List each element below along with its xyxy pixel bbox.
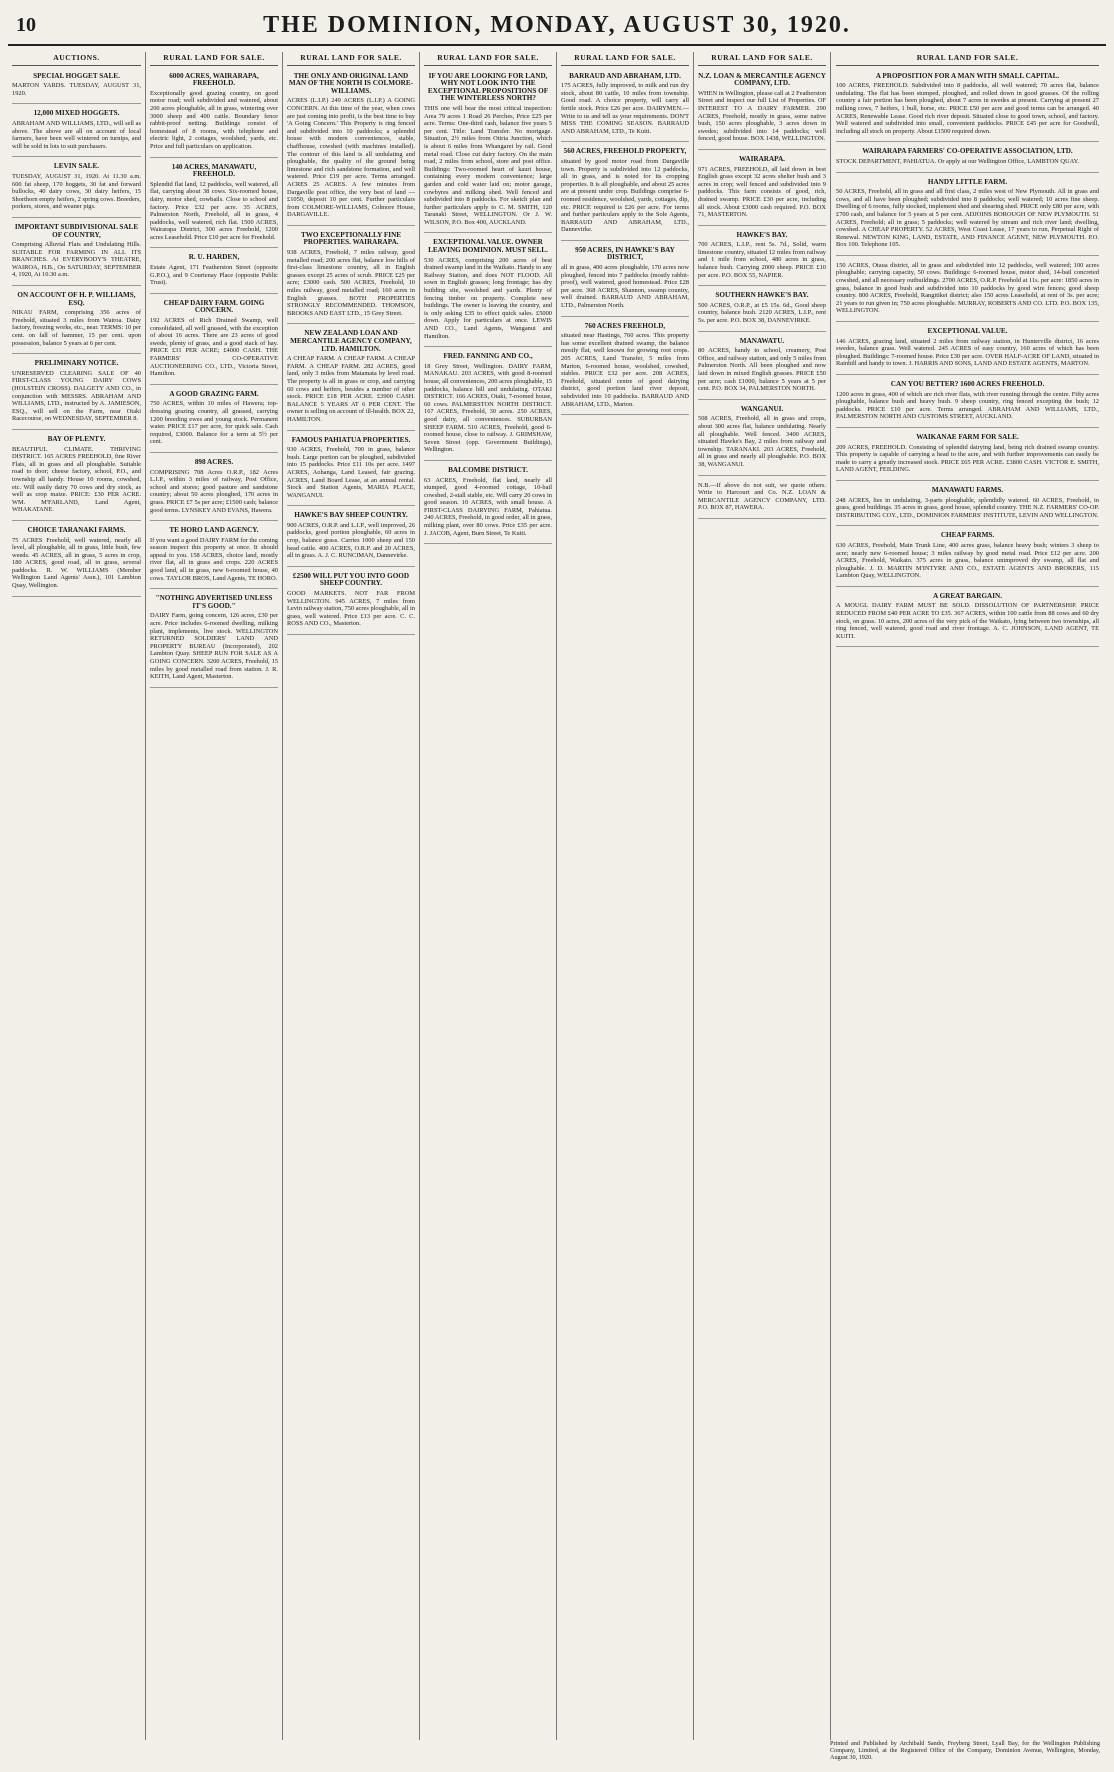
advertisement: [698, 335, 826, 400]
ad-body: situated by good motor road from Dargaville town. Property is subdivided into 12 paddocks, all in grass, and is noted for its cropping properties. It is all ploughable, and about 25 acres are at present under crop. Buildings comprise 6-roomed residence, woolshed, yards, cottages, dip, etc. PRICE required is £26 per acre. For terms and further particulars apply to the Sole Agents, BARRAUD AND ABRAHAM, LTD., Dannevirke.: [561, 157, 689, 234]
advertisement: [424, 70, 552, 234]
ad-heading: N.Z. LOAN & MERCANTILE AGENCY COMPANY, LTD.: [698, 71, 826, 88]
advertisement: [150, 70, 278, 158]
ad-body: 50 ACRES, Freehold, all in grass and all first class, 2 miles west of New Plymouth. All in grass and cows, and all have been ploughed; subdivided into 8 paddocks; well watered; 10 acres fine sheep. Dwelling of 6 rooms, fully stocked, implement shed and shearing shed. PRICE only £80 per acre, with £700 cash, and balance for 5 years at 5 per cent. ADJOINS BOROUGH OF NEW PLYMOUTH. 51 ACRES, Freehold; all in grass; 5 paddocks; well watered by stream and rich river land; dwelling, cowshed. A CHEAP PROPERTY. 52 ACRES, West Coast Lease, 17 years to run, Perpetual Right of Renewal. NEWTON KING, LAND, ESTATE, AND FINANCE AGENT, NEW PLYMOUTH. P.O. Box 100. Telephone 105.: [836, 188, 1099, 249]
ad-body: N.B.—If above do not suit, we quote others. Write to Harcourt and Co. N.Z. LOAN & MERCANTILE AGENCY COMPANY, LTD. P.O. BOX 87, HAWERA.: [698, 481, 826, 512]
ad-heading: 140 ACRES, MANAWATU, FREEHOLD.: [171, 162, 257, 179]
ad-heading: ON ACCOUNT OF H. P. WILLIAMS, ESQ.: [17, 291, 136, 307]
ad-heading: MANAWATU FARMS.: [931, 485, 1004, 494]
advertisement: [561, 70, 689, 143]
ad-body: 192 ACRES of Rich Drained Swamp, well consolidated, all well grassed, with the exception of about 16 acres. There are 23 acres of good swede, plenty of grass, and a good stack of hay. PRICE £31 PER ACRE; £4000 CASH. THE FARMERS' CO-OPERATIVE AUCTIONEERING CO., LTD., Victoria Street, Hamilton.: [150, 317, 278, 378]
ad-heading: 760 ACRES FREEHOLD,: [584, 321, 666, 330]
ad-body: ABRAHAM AND WILLIAMS, LTD., will sell as above. The above are all on account of local farmers, have been well wintered on turnips, and will be sold in lots to suit purchasers.: [12, 119, 141, 150]
ad-body: GOOD MARKETS. NOT FAR FROM WELLINGTON. 945 ACRES, 7 miles from Levin railway station, 750 acres ploughable, all in grass, well watered. Price £13 per acre. C. C. ROSS AND CO., Masterton.: [287, 590, 415, 628]
advertisement: [836, 70, 1099, 143]
ad-heading: 950 ACRES, IN HAWKE'S BAY DISTRICT,: [575, 245, 675, 262]
ad-heading: "NOTHING ADVERTISED UNLESS IT'S GOOD.": [155, 594, 273, 610]
advertisement: [836, 325, 1099, 375]
advertisement: [836, 529, 1099, 587]
ad-heading: HAWKE'S BAY.: [736, 230, 788, 239]
ad-heading: A GREAT BARGAIN.: [932, 591, 1003, 600]
advertisement: [150, 524, 278, 589]
ad-body: 209 ACRES, FREEHOLD. Consisting of splendid dairying land, being rich drained swamp country. This property is capable of carrying a head to the acre, and with further improvements can easily be made to carry a greatly increased stock. PRICE £65 PER ACRE. £3800 CASH. VICTOR E. SMITH, LAND AGENT, FEILDING.: [836, 443, 1099, 474]
imprint: Printed and Published by Archibald Sando, Freyberg Street, Lyall Bay, for the Wellington Publishing Company, Limited, at the Registered Office of the Company, Dominion Avenue, Wellington, Monday, August 30, 1920.: [830, 1740, 1100, 1761]
advertisement: [287, 327, 415, 430]
ad-heading: CAN YOU BETTER? 1600 ACRES FREEHOLD.: [890, 380, 1045, 388]
advertisement: [836, 590, 1099, 648]
advertisement: [287, 509, 415, 567]
advertisement: [12, 289, 141, 354]
section-header-auctions: AUCTIONS.: [12, 52, 141, 66]
advertisement: [698, 479, 826, 519]
ad-body: 150 ACRES, Otaua district, all in grass and subdivided into 12 paddocks, well watered; 100 acres ploughable; carrying capacity, 50 cows. Buildings: 6-roomed house, motor shed, 14-bail concreted cowshed, and all necessary outbuildings. 2700 ACRES, O.R.P. Freehold at 11s. per acre: 1850 acres in grass, balance in good bush and subdivided into 10 paddocks by good wire fences; good sheep country. 800 ACRES, Freehold, Rangitikei district; also 150 acres Leasehold, at rent of 3s. per acre; 21 years to run given in; 750 acres ploughable. MURRAY, ROBERTS AND CO. LTD. P.O. BOX 135, WELLINGTON.: [836, 261, 1099, 315]
ad-heading: 6000 ACRES, WAIRARAPA, FREEHOLD.: [169, 71, 259, 88]
ad-heading: BARRAUD AND ABRAHAM, LTD.: [569, 71, 681, 80]
ad-body: A MOUGL DAIRY FARM MUST BE SOLD. DISSOLUTION OF PARTNERSHIP. PRICE REDUCED FROM £40 PER ACRE TO £35. 367 ACRES, within 100 cattle from 88 cows and 60 dry stock, on grass. 10 acres, 200 acres of the very pick of the Waikato, lying between two townships, all ring fenced, well watered, good road and river frontage. A. C. JOHNSON, LAND AGENT, TE KUITI.: [836, 602, 1099, 640]
advertisement: [836, 145, 1099, 172]
advertisement: [287, 434, 415, 507]
advertisement: [836, 431, 1099, 481]
section-header-rural: RURAL LAND FOR SALE.: [424, 52, 552, 66]
newspaper-title: THE DOMINION, MONDAY, AUGUST 30, 1920.: [263, 12, 851, 38]
section-header-rural: RURAL LAND FOR SALE.: [150, 52, 278, 66]
ad-heading: WAIRARAPA.: [739, 154, 785, 163]
ad-heading: 898 ACRES.: [194, 457, 234, 466]
advertisement: [698, 153, 826, 226]
advertisement: [150, 592, 278, 688]
ad-heading: WAIKANAE FARM FOR SALE.: [916, 432, 1019, 441]
ad-body: 500 ACRES, O.R.P., at £5 15s. 6d., Good sheep country, balance bush. 2120 ACRES, L.I.P., rent 5s. per acre. P.O. BOX 38, DANNEVIRKE.: [698, 301, 826, 325]
advertisement: [150, 251, 278, 293]
ad-body: all in grass, 400 acres ploughable, 170 acres now ploughed, fenced into 7 paddocks (mostly rabbit-proof), well watered, good homestead. Price £28 per acre. 368 ACRES, Shannon, swamp country, well drained. BARRAUD AND ABRAHAM, LTD., Palmerston North.: [561, 264, 689, 310]
section-header-rural: RURAL LAND FOR SALE.: [836, 52, 1099, 66]
ad-body: 175 ACRES, fully improved, to milk and run dry stock, about 80 cattle, 10 miles from township. Good road. A choice property, will carry all fertile stock. Price £26 per acre. DAIRYMEN.—Write to us and tell us your requirements. DON'T MISS THE COMING SEASON. BARRAUD AND ABRAHAM, LTD., Te Kuiti.: [561, 82, 689, 135]
column-1: [8, 52, 145, 1740]
ad-heading: A GOOD GRAZING FARM.: [169, 389, 259, 398]
ad-body: Splendid flat land, 12 paddocks, well watered, all flat, carrying about 38 cows. Six-roomed house, dairy, motor shed, cowbails. Close to school and factory. Price £32 per acre. 35 ACRES, Palmerston North, Freehold, all in grass, 4 paddocks, well watered, rich flat. 1500 ACRES, Wairarapa District, 300 acres Freehold, 1200 acres Leasehold. Price £10 per acre for Freehold.: [150, 180, 278, 241]
ad-heading: R. U. HARDEN,: [188, 253, 240, 262]
ad-heading: CHEAP DAIRY FARM. GOING CONCERN.: [163, 298, 265, 315]
advertisement: [150, 388, 278, 453]
ad-heading: NEW ZEALAND LOAN AND MERCANTILE AGENCY COMPANY, LTD. HAMILTON.: [290, 329, 412, 353]
column-3: [282, 52, 419, 1740]
ad-body: 100 ACRES, FREEHOLD. Subdivided into 8 paddocks, all well watered; 70 acres flat, balance undulating. The flat has been stumped, ploughed, and rolled down in good grasses. Of the rolling country a fair portion has been ploughed, about 7 acres in swedes at present. Carrying at present 27 milking cows, 7 heifers, 1 bull, horse, etc. PRICE £50 per acre and good terms can be arranged. 40 ACRES, Renewable Lease. Good rich river deposit. Situated close to good town, school, and factory. Well watered and subdivided into small, convenient paddocks. PRICE £45 per acre for Goodwill, including all stock on property. About £1500 required down.: [836, 82, 1099, 135]
ad-body: WHEN in Wellington, please call at 2 Featherston Street and inspect our full List of Properties. OF INTEREST TO A DAIRY FARMER. 290 ACRES, Freehold, mostly in grass, some native bush, 150 acres ploughable, 3 acres down in swedes; subdivided into 14 paddocks; well fenced, good house. BOX 1438, WELLINGTON.: [698, 89, 826, 143]
advertisement: [698, 229, 826, 287]
ad-heading: MANAWATU.: [739, 336, 785, 345]
ad-body: A CHEAP FARM. A CHEAP FARM. A CHEAP FARM. A CHEAP FARM. 282 ACRES, good land, only 3 miles from Matamata by level road. The property is all in grass or crop, and carrying 60 cows and heifers, besides a number of other stock. PRICE £18 PER ACRE. £3900 CASH. BALANCE 5 YEARS AT 6 PER CENT. The owner is selling on account of ill-health. BOX 22, HAMILTON.: [287, 355, 415, 423]
column-2: [145, 52, 282, 1740]
ad-body: 508 ACRES, Freehold, all in grass and crops, about 300 acres flat, balance undulating. Nearly all ploughable. Well fenced. 3400 ACRES, situated Hawke's Bay, 2 miles from railway and township. TARANAKI. 203 ACRES, Freehold, all in grass and nearly all ploughable. P.O. BOX 38, WANGANUI.: [698, 415, 826, 468]
ad-body: BEAUTIFUL CLIMATE. THRIVING DISTRICT. 165 ACRES FREEHOLD, fine River Flats, all in grass and all ploughable. Suitable road to door; cheese factory, school, P.O., and township all handy. House 10 rooms, cowshed, etc. Will easily dairy 70 cows and dry stock, as well as crop maize. PRICE: £30 PER ACRE. WM. M'FARLAND, Land Agent, WHAKATANE.: [12, 445, 141, 514]
advertisement: [698, 403, 826, 476]
column-7-wide: [830, 52, 1104, 1740]
advertisement: [287, 229, 415, 325]
ad-body: 938 ACRES, Freehold, 7 miles railway, good metalled road; 200 acres flat, balance low hills of first-class limestone country, all in English grasses except 25 acres of scrub. PRICE £25 per acre; £3000 cash. 500 ACRES, Freehold, 10 miles railway, good metalled road; 160 acres in English grasses. BOTH PROPERTIES STRONGLY RECOMMENDED. THOMSON, BROOKS AND EAST LTD., 15 Grey Street.: [287, 249, 415, 317]
ad-body: COMPRISING 708 Acres O.R.P., 182 Acres L.I.P., within 3 miles of railway, Post Office, school and stores; good pasture and sandstone country; about 50 acres ploughed, 170 acres in grass. PRICE £7 5s per acre; £1500 cash; balance good terms. LYNSKEY AND EVANS, Hawera.: [150, 468, 278, 514]
ad-heading: £2500 WILL PUT YOU INTO GOOD SHEEP COUNTRY.: [292, 571, 410, 588]
advertisement: [287, 570, 415, 635]
ad-heading: TE HORO LAND AGENCY.: [169, 526, 259, 535]
ad-heading: SPECIAL HOGGET SALE.: [33, 71, 120, 80]
ad-body: 248 ACRES, lies in undulating, 3-parts ploughable, splendidly watered. 60 ACRES, Freehold, in grass, good buildings. 35 acres in grass, good house, splendid country. THE N.Z. FARMERS' CO-OP. DISTRIBUTING COY., LTD., DOMINION FARMERS' INSTITUTE, LEVIN AND WELLINGTON.: [836, 496, 1099, 519]
advertisement: [561, 320, 689, 416]
ad-body: NIKAU FARM, comprising 356 acres of Freehold, situated 3 miles from Wairoa. Dairy factory, freezing works, etc., near. TERMS: 10 per cent. on fall of hammer, 15 per cent. upon possession, balance 5 years at 6 per cent.: [12, 309, 142, 347]
ad-body: 146 ACRES, grazing land, situated 2 miles from railway station, in Hunterville district, 16 acres swedes, balance grass. Well watered. 245 ACRES of easy country, 160 acres of which has been ploughed. Buildings: 7-roomed house. Price £30 per acre. OVER HALF-ACRE OF LAND, situated in Rainhill and handy to town. J. HARRIS AND SONS, LAND AND ESTATE AGENTS, MARTON.: [836, 337, 1099, 368]
ad-heading: HANDY LITTLE FARM.: [927, 177, 1008, 186]
ad-body: THIS one will bear the most critical inspection: Area 79 acres 1 Road 26 Perches, Price £25 per acre. Terms: One-third cash, balance five years 5 per cent. Title: Land Transfer. No mortgage. Situation, 2½ miles from Otiria Junction, which is about 6 miles from Whangarei by rail. Good metal road. Close cut dairy factory. On the main road, 2 miles from school, store and post office. Buildings: Two-roomed heart of kauri house, containing every modern convenience; large garden and cold water laid on; motor garage, cowbyres and milking shed. Well fenced and subdivided into 8 paddocks. For sketch plan and further particulars apply to C. M. SMITH, 120 Taranaki Street, WELLINGTON. Or J. W. WILSON, P.O. Box 400, AUCKLAND.: [424, 104, 552, 226]
ad-heading: HAWKE'S BAY SHEEP COUNTRY.: [294, 511, 408, 520]
ad-heading: CHOICE TARANAKI FARMS.: [27, 525, 126, 534]
ad-heading: CHEAP FARMS.: [940, 531, 995, 540]
advertisement: [836, 484, 1099, 526]
ad-body: STOCK DEPARTMENT, PAHIATUA. Or apply at our Wellington Office, LAMBTON QUAY.: [836, 157, 1080, 165]
ad-body: MARTON YARDS. TUESDAY, AUGUST 31, 1920.: [12, 82, 141, 97]
ad-body: 700 ACRES, L.I.P., rent 5s. 7d., Solid, warm limestone country, situated 12 miles from railway and 1 mile from school, 480 acres in grass, balance bush. Carrying 2000 sheep. PRICE £10 per acre. P.O. BOX 55, NAPIER.: [698, 241, 826, 279]
advertisement: [150, 297, 278, 385]
columns: [8, 52, 1106, 1740]
advertisement: [12, 70, 141, 105]
ad-body: 930 ACRES, Freehold, 700 in grass, balance bush. Large portion can be ploughed, subdivided into 15 paddocks. Price £11 10s per acre. 1497 ACRES, Aohanga, Land Leased, fair grazing. ACRES, Land Board Lease, at an annual rental. Stock and Station Agents, MARIA PLACE, WANGANUI.: [287, 446, 415, 499]
ad-heading: WAIRARAPA FARMERS' CO-OPERATIVE ASSOCIATION, LTD.: [862, 147, 1073, 156]
ad-heading: EXCEPTIONAL VALUE. OWNER LEAVING DOMINION. MUST SELL.: [428, 238, 548, 255]
ad-body: TUESDAY, AUGUST 31, 1920. At 11.30 a.m. 600 fat sheep, 170 hoggets, 30 fat and forward bullocks, 40 dairy cows, 30 dairy heifers, 15 Shorthorn empty heifers, 2 spring cows. Breeders, porkers, stores, and weaner pigs.: [12, 172, 141, 211]
ad-body: 75 ACRES Freehold, well watered, nearly all level, all ploughable, all in grass, little bush, few weeds. 45 ACRES, all in grass, 5 acres in crop, 180 ACRES, good road, all in grass, several paddocks. R. W. WILLIAMS (Member Wellington Land Agents' Assn.), 101 Lambton Quay, Wellington.: [12, 536, 141, 590]
ad-heading: IMPORTANT SUBDIVISIONAL SALE OF COUNTRY,: [14, 222, 139, 239]
advertisement: [698, 289, 826, 331]
advertisement: [12, 107, 141, 157]
ad-body: ACRES (L.I.P.) 249 ACRES (L.I.P.) A GOING CONCERN. At this time of the year, when cows are just coming into profit, is the best time to buy 'A Going Concern.' This Property is ring fenced and subdivided into 10 paddocks; a splendid house with modern conveniences, stable, chaffhouse, cowshed (with machines installed). The contour of this land is all undulating and ploughable, the quality of the ground being limestone and rich sandstone formation, and well watered. Price £19 per acre. Terms arranged. ACRES 25 ACRES. A few minutes from Dargaville post office, the very best of land — £1050, deposit 10 per cent. Further particulars from COLMORE-WILLIAMS, Colmore House, DARGAVILLE.: [287, 97, 415, 219]
advertisement: [424, 236, 552, 347]
advertisement: [424, 464, 552, 544]
ad-body: If you want a good DAIRY FARM for the coming season inspect this property at once. It should appeal to you. 158 ACRES, choice land, mostly river flat, all in grass and crops. 220 ACRES good land, all in grass, new 6-roomed house, 40 cows. TAYLOR BROS, Land Agents, TE HORO.: [150, 536, 278, 582]
ad-heading: BAY OF PLENTY.: [47, 434, 106, 443]
ad-heading: FRED. FANNING AND CO.,: [443, 352, 533, 361]
ad-heading: PRELIMINARY NOTICE.: [34, 359, 119, 368]
ad-body: 530 ACRES, comprising 200 acres of best drained swamp land in the Waikato. Handy to any Railway Station, and does NOT FLOOD. All sown in English grasses; long frontage; has dry building site, woolshed and yards. Plenty of fencing timber on property. Complete new buildings. The owner is leaving the country, and is only asking £35 to effect quick sales. £5000 down. Apply for particulars at once. LEWIS AND CO., Land Agents, Wanganui and Hamilton.: [424, 256, 552, 340]
ad-heading: LEVIN SALE.: [53, 162, 100, 171]
column-4: [419, 52, 556, 1740]
ad-heading: EXCEPTIONAL VALUE.: [927, 327, 1008, 336]
advertisement: [561, 145, 689, 241]
column-5: [556, 52, 693, 1740]
advertisement: [698, 70, 826, 150]
ad-heading: IF YOU ARE LOOKING FOR LAND, WHY NOT LOOK INTO THE EXCEPTIONAL PROPOSITIONS OF THE WINTERLESS NORTH?: [427, 71, 549, 103]
section-header-rural: RURAL LAND FOR SALE.: [698, 52, 826, 66]
ad-body: Estate Agent, 171 Featherston Street (opposite G.P.O.), and 9 Courtenay Place (opposite Public Trust).: [150, 264, 278, 287]
ad-heading: BALCOMBE DISTRICT.: [448, 465, 528, 474]
ad-body: 900 ACRES, O.R.P. and L.I.P., well improved, 26 paddocks, good portion ploughable, 60 acres in crop, balance grass. Carries 1000 sheep and 150 head cattle. 400 ACRES, O.R.P. and 20 ACRES, all in grass. A. J. C. RUNCIMAN, Dannevirke.: [287, 521, 415, 560]
ad-body: UNRESERVED CLEARING SALE OF 40 FIRST-CLASS YOUNG DAIRY COWS (HOLSTEIN CROSS). DALGETY AND CO., in conjunction with MESSRS. ABRAHAM AND WILLIAMS, LTD., instructed by A. JAMIESON, ESQ., will sell on the Farm, near Otaki Racecourse, on WEDNESDAY, SEPTEMBER 8.: [12, 369, 141, 423]
advertisement: [12, 221, 141, 286]
ad-heading: 12,000 MIXED HOGGETS.: [33, 109, 120, 118]
ad-heading: FAMOUS PAHIATUA PROPERTIES.: [291, 435, 411, 444]
advertisement: [836, 378, 1099, 428]
ad-body: 63 ACRES, Freehold, flat land, nearly all stumped, good 4-roomed cottage, 10-bail cowshed, 2-stall stable, etc. Will carry 20 cows in good season. 10 ACRES, with small house. A FIRST-CLASS DAIRYING FARM, Pahiatua. 240 ACRES, Freehold, in good order, all in grass, milking plant, over 80 cows. Price £35 per acre. J. JACOB, Agent, Burn Street, Te Kuiti.: [424, 476, 552, 537]
ad-heading: TWO EXCEPTIONALLY FINE PROPERTIES. WAIRARAPA.: [300, 230, 402, 247]
advertisement: [836, 176, 1099, 256]
ad-body: situated near Hastings, 760 acres. This property has some excellent drained swamp, the balance mostly flat, well known for growing root crops. 205 ACRES, Land Transfer, 5 miles from Marton, 6-roomed house, woolshed, cowshed, stables. PRICE £32 per acre. 208 ACRES, Freehold, situated centre of good dairying district, good portion land river deposit, subdivided into 10 paddocks. BARRAUD AND ABRAHAM, LTD., Marton.: [561, 332, 689, 408]
column-6: [693, 52, 830, 1740]
masthead: [8, 6, 1106, 46]
ad-body: Comprising Alluvial Flats and Undulating Hills. SUITABLE FOR FARMING IN ALL ITS BRANCHES. At EVERYBODY'S THEATRE, WAIROA, H.B., On SATURDAY, SEPTEMBER 4, 1920, At 10.30 a.m.: [12, 241, 141, 279]
advertisement: [150, 456, 278, 521]
section-header-rural: RURAL LAND FOR SALE.: [287, 52, 415, 66]
advertisement: [12, 160, 141, 218]
ad-heading: THE ONLY AND ORIGINAL LAND MAN OF THE NORTH IS COLMORE-WILLIAMS.: [288, 71, 414, 95]
ad-body: 750 ACRES, within 10 miles of Hawera; top-dressing grazing country, all grassed, carrying 1200 breeding ewes and young stock. Permanent water. PRICE £17 per acre, for quick sale. Cash required, £3000. Balance for a term at 5½ per cent.: [150, 400, 278, 446]
ad-body: DAIRY Farm, going concern, 126 acres, £30 per acre. Price includes 6-roomed dwelling, milking plant, implements, live stock. WELLINGTON RETURNED SOLDIERS' LAND AND PROPERTY BUREAU (Incorporated), 202 Lambton Quay. SHEEP RUN FOR SALE AS A GOING CONCERN. 3200 ACRES, Freehold, 15 miles by good metalled road from station. J. R. KEITH, Land Agent, Masterton.: [150, 612, 278, 681]
ad-body: 1200 acres in grass, 400 of which are rich river flats, with river running through the centre. Fifty acres ploughable, balance bush and heavy bush. 9 sheep country, ring fenced excepting the bush; 12 paddocks. PRICE £10 per acre. Terms arranged. ABRAHAM AND WILLIAMS, LTD., PALMERSTON NORTH AND CUSTOMS STREET, AUCKLAND.: [836, 390, 1099, 421]
advertisement: [12, 433, 141, 521]
ad-body: 630 ACRES, Freehold, Main Trunk Line, 400 acres grass, balance heavy bush; winters 3 sheep to acre; nearly new 6-roomed house; 3 miles railway by good metal road. Price £12 per acre. 200 ACRES, Freehold, Waikato. 375 acres in grass, balance unimproved dry swamp, all flat and ploughable. J. D. MARTIN M'INTYRE AND CO., ESTATE AGENTS AND BROKERS, 115 Lambton Quay, WELLINGTON.: [836, 541, 1099, 580]
ad-body: Exceptionally good grazing country, on good motor road; well subdivided and watered, about 200 acres ploughable, all in grass, wintering over 3000 sheep and 400 cattle. Boundary fence rabbit-proof netting. Buildings consist of homestead of 8 rooms, with telephone and electric light, 2 cottages, woolshed, yards, etc. Price and full particulars on application.: [150, 89, 278, 150]
advertisement: [424, 350, 552, 461]
advertisement: [287, 70, 415, 226]
advertisement: [150, 161, 278, 249]
ad-heading: A PROPOSITION FOR A MAN WITH SMALL CAPITAL.: [875, 71, 1060, 80]
page-number: 10: [16, 14, 36, 36]
advertisement: [12, 357, 141, 430]
ad-body: 80 ACRES, handy to school, creamery, Post Office, and railway station, and only 5 miles from Palmerston North. All been ploughed and now laid down in mixed English grasses. PRICE £50 per acre; cash £1000, balance 5 years at 5 per cent. P.O. BOX 34, PALMERSTON NORTH.: [698, 347, 826, 393]
ad-heading: 560 ACRES, FREEHOLD PROPERTY,: [563, 147, 687, 156]
ad-heading: WANGANUI.: [740, 404, 784, 413]
ad-body: 18 Grey Street, Wellington. DAIRY FARM, MANAKAU. 203 ACRES, with good 8-roomed house, all conveniences, 200 acres ploughable, 15 paddocks, balance hill and undulating. OTAKI DISTRICT. 166 ACRES, Otaki, 7-roomed house, 60 cows. PALMERSTON NORTH DISTRICT. 167 ACRES, Freehold, 30 acres. 250 ACRES, good dairy, all conveniences. SUBURBAN SHEEP FARM. 510 ACRES, Freehold, good 6-roomed house, close to railway. J. GRIMSHAW, Seven Street (opp. Government Buildings), Wellington.: [424, 362, 552, 454]
advertisement: [12, 524, 141, 597]
advertisement: [836, 259, 1099, 322]
advertisement: [561, 244, 689, 317]
ad-body: 971 ACRES, FREEHOLD, all laid down in best English grass except 32 acres shelter bush and 3 acres in crop; well fenced and subdivided into 9 paddocks. This farm consists of good, rich, drained swamp. PRICE £30 per acre, including all stock. About £3000 cash required. P.O. BOX 71, MASTERTON.: [698, 165, 826, 219]
ad-heading: SOUTHERN HAWKE'S BAY.: [715, 291, 809, 300]
section-header-rural: RURAL LAND FOR SALE.: [561, 52, 689, 66]
